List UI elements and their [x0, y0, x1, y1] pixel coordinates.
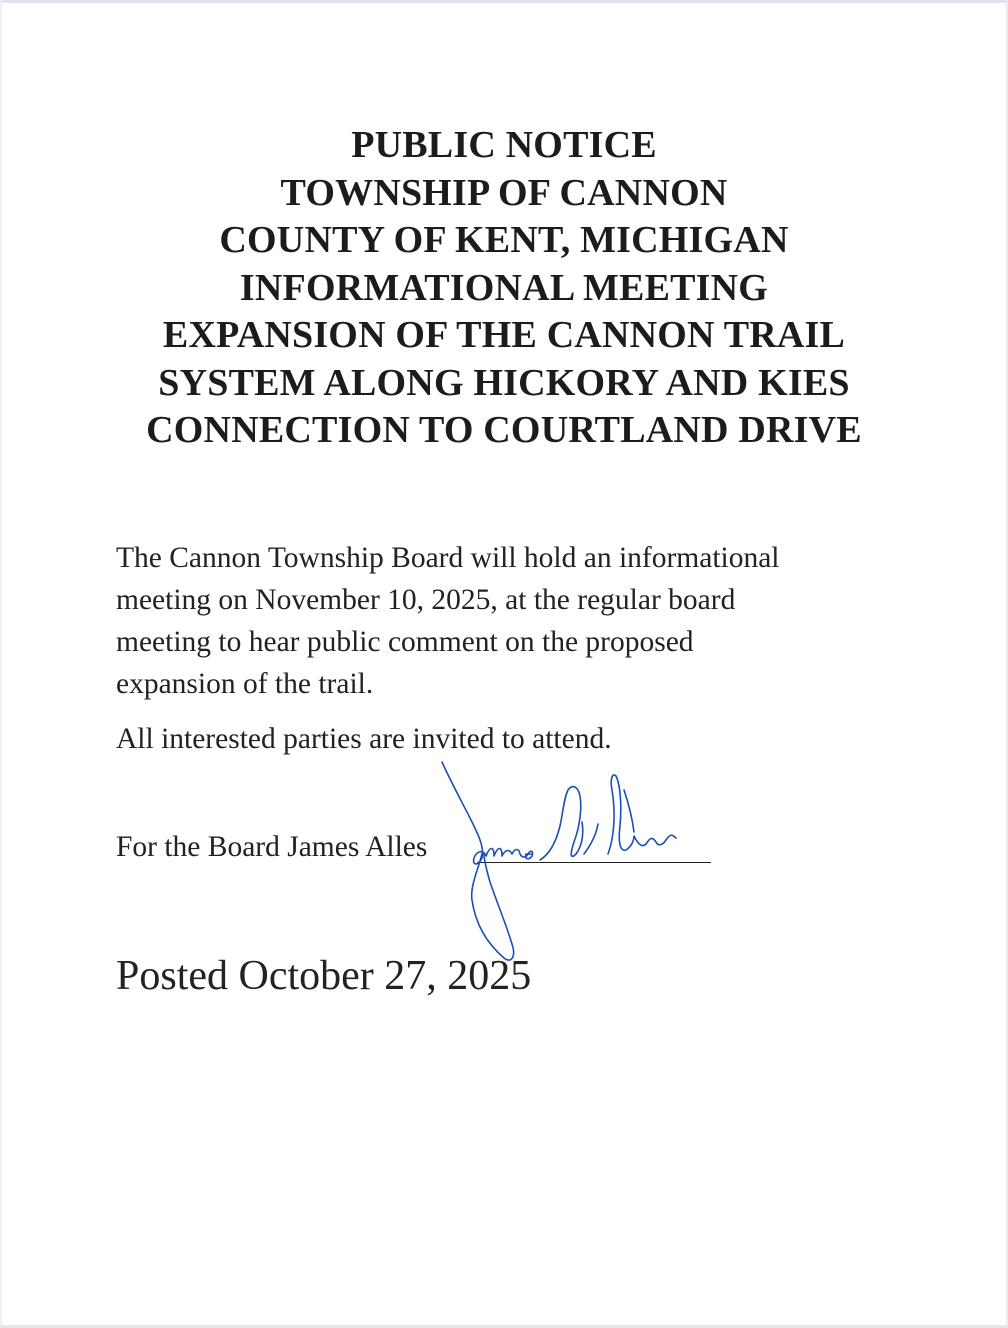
- body-line: The Cannon Township Board will hold an informational: [116, 542, 780, 574]
- signature-line: [477, 862, 711, 863]
- handwritten-signature: [420, 750, 720, 980]
- heading-line: INFORMATIONAL MEETING: [239, 266, 769, 309]
- heading-line: PUBLIC NOTICE: [351, 124, 657, 166]
- body-line: expansion of the trail.: [116, 668, 374, 700]
- heading-line: SYSTEM ALONG HICKORY AND KIES: [158, 361, 850, 404]
- meeting-description: [116, 537, 896, 705]
- body-line: meeting to hear public comment on the proposed: [116, 626, 694, 658]
- scan-edge-top: [0, 0, 1008, 3]
- heading-line: TOWNSHIP OF CANNON: [280, 171, 728, 214]
- invitation-text: All interested parties are invited to attend.: [116, 723, 612, 755]
- notice-heading: [0, 122, 1008, 455]
- body-line: meeting on November 10, 2025, at the regular board: [116, 584, 736, 616]
- posted-date: Posted October 27, 2025: [116, 953, 532, 999]
- heading-line: COUNTY OF KENT, MICHIGAN: [219, 219, 789, 261]
- heading-line: CONNECTION TO COURTLAND DRIVE: [146, 409, 862, 451]
- heading-line: EXPANSION OF THE CANNON TRAIL: [162, 314, 846, 356]
- signature-label: For the Board James Alles: [116, 831, 428, 863]
